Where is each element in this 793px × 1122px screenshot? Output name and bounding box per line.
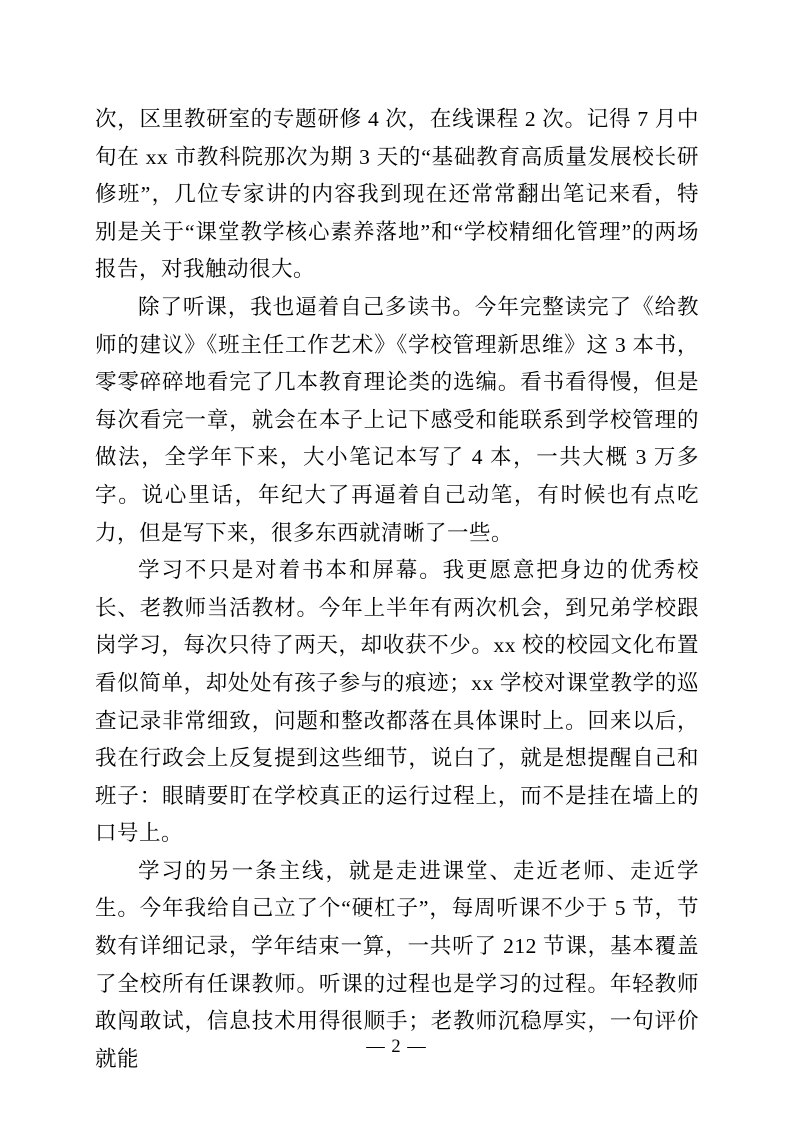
- paragraph: 除了听课，我也逼着自己多读书。今年完整读完了《给教师的建议》《班主任工作艺术》《学校管理新思维》这 3 本书，零零碎碎地看完了几本教育理论类的选编。看书看得慢，但是每次看完一章，就会在本子上记下感受和能联系到学校管理的做法，全学年下来，大小笔记本写了 4 本，一共大概 3 万多字。说心里话，年纪大了再逼着自己动笔，有时候也有点吃力，但是写下来，很多东西就清晰了一些。: [95, 294, 699, 545]
- paragraph-continuation: 次，区里教研室的专题研修 4 次，在线课程 2 次。记得 7 月中旬在 xx 市教科院那次为期 3 天的“基础教育高质量发展校长研修班”，几位专家讲的内容我到现在还常常翻出笔记来看，特别是关于“课堂教学核心素养落地”和“学校精细化管理”的两场报告，对我触动很大。: [95, 107, 699, 282]
- document-body: [95, 101, 699, 1078]
- paragraph: 学习不只是对着书本和屏幕。我更愿意把身边的优秀校长、老教师当活教材。今年上半年有两次机会，到兄弟学校跟岗学习，每次只待了两天，却收获不少。xx 校的校园文化布置看似简单，却处处有孩子参与的痕迹；xx 学校对课堂教学的巡查记录非常细致，问题和整改都落在具体课时上。回来以后，我在行政会上反复提到这些细节，说白了，就是想提醒自己和班子：眼睛要盯在学校真正的运行过程上，而不是挂在墙上的口号上。: [95, 558, 699, 846]
- page-number: — 2 —: [366, 1037, 427, 1057]
- paragraph: 学习的另一条主线，就是走进课堂、走近老师、走近学生。今年我给自己立了个“硬杠子”，每周听课不少于 5 节，节数有详细记录，学年结束一算，一共听了 212 节课，基本覆盖了全校所有任课教师。听课的过程也是学习的过程。年轻教师敢闯敢试，信息技术用得很顺手；老教师沉稳厚实，一句评价就能: [95, 858, 699, 1071]
